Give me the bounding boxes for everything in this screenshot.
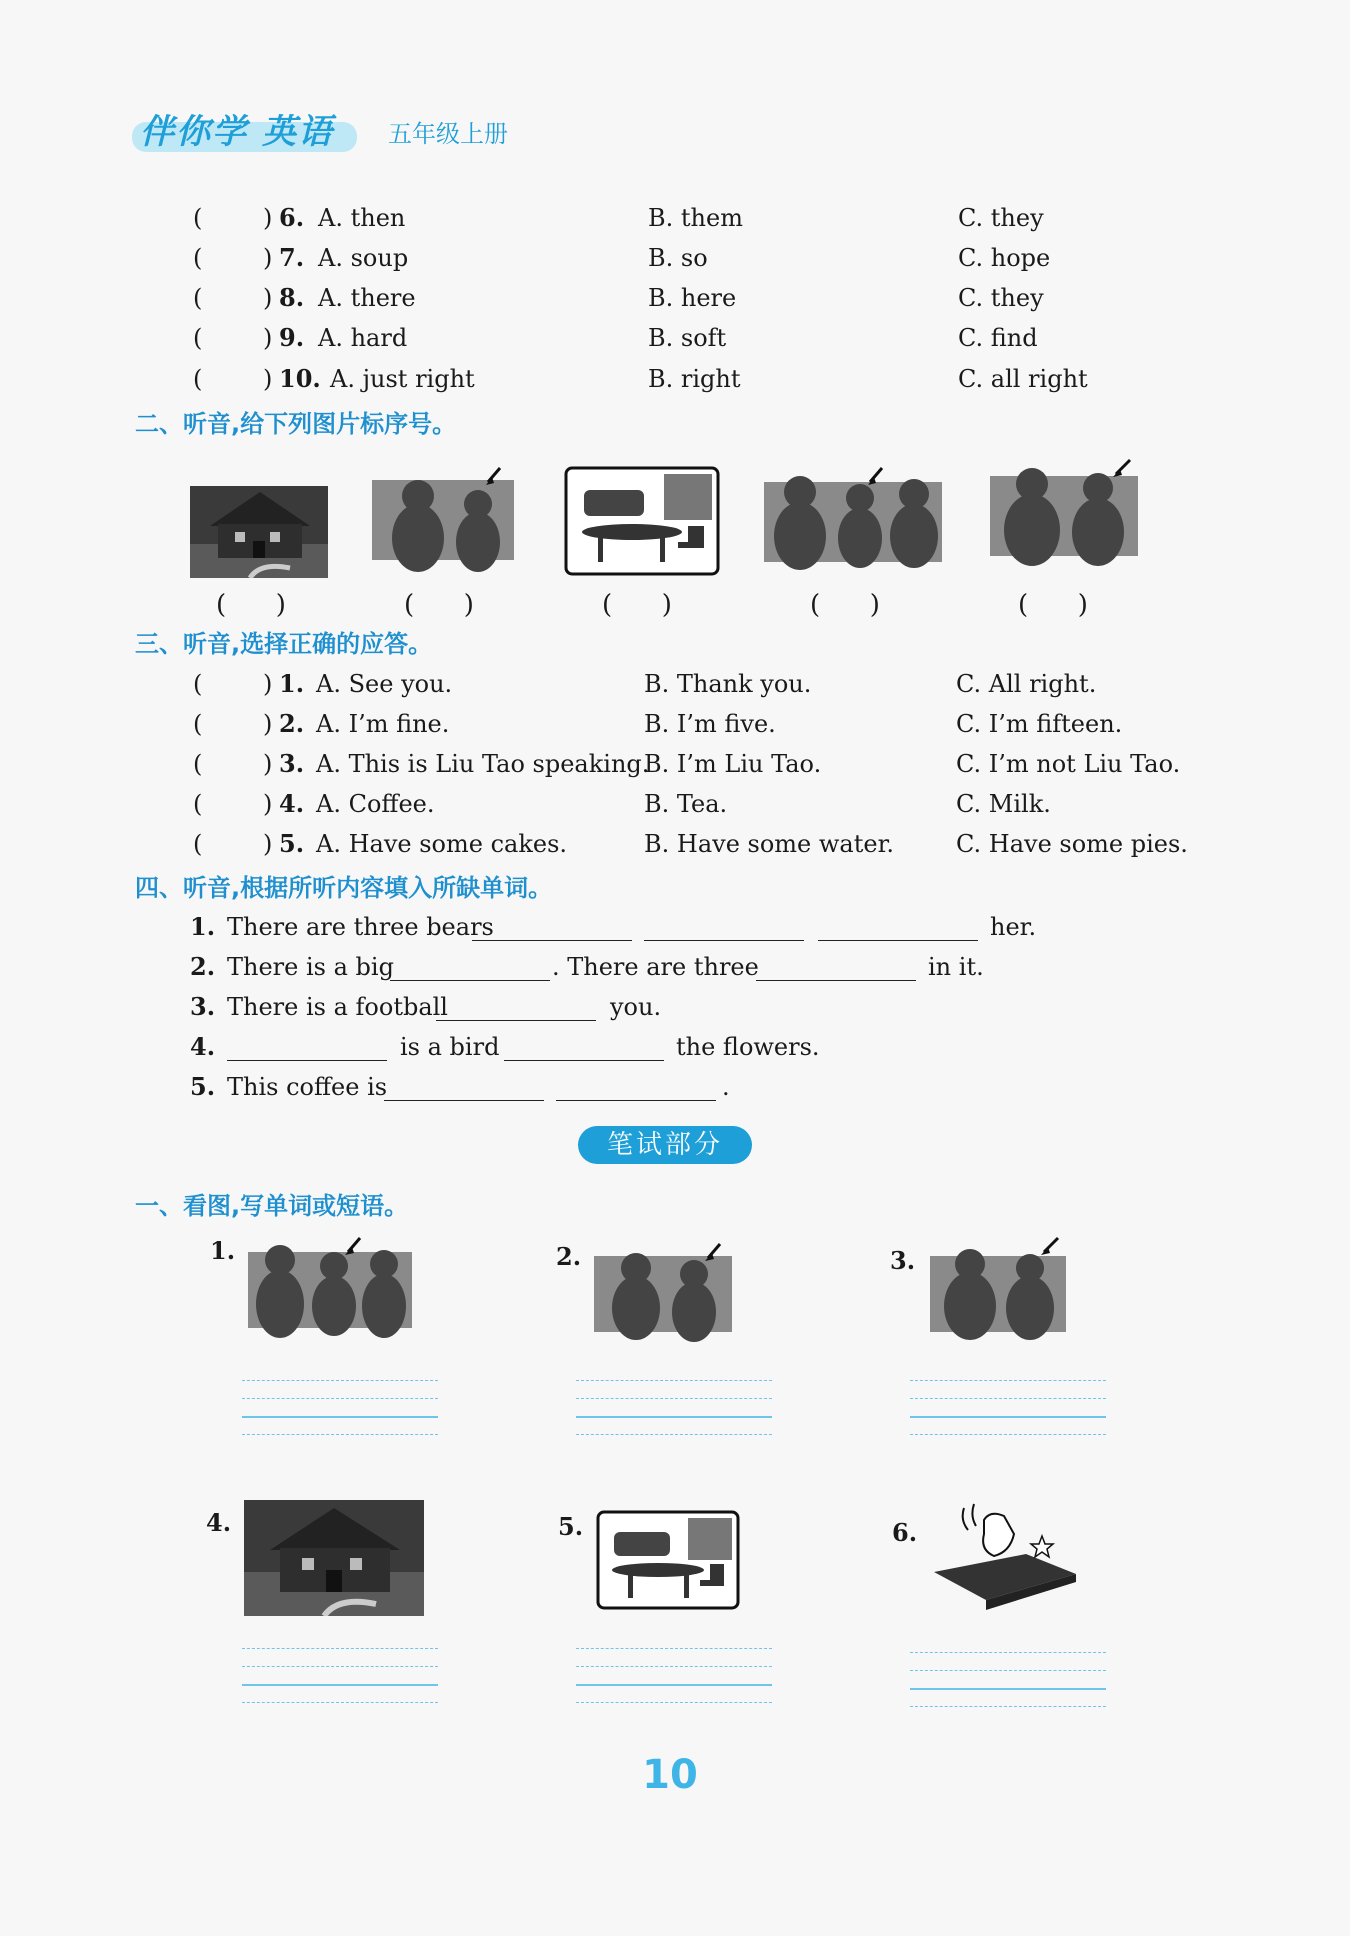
option-a: A. Have some cakes. — [316, 830, 568, 858]
question-number: 9. — [279, 323, 305, 352]
question-row: ( ) 7. A. soup B. so C. hope — [0, 240, 1350, 276]
writing-lines[interactable] — [576, 1380, 772, 1450]
option-a: A. soup — [318, 244, 409, 272]
question-number: 1. — [279, 669, 305, 698]
sentence-text: in it. — [928, 953, 984, 981]
answer-blank[interactable] — [227, 1032, 387, 1061]
sentence-text: is a bird — [400, 1033, 500, 1061]
sentence-text: you. — [610, 993, 662, 1021]
section-title: 四、听音,根据所听内容填入所缺单词。 — [135, 874, 553, 902]
option-b: B. here — [648, 284, 737, 312]
writing-lines[interactable] — [242, 1380, 438, 1450]
option-c: C. find — [958, 324, 1038, 352]
writing-lines[interactable] — [242, 1648, 438, 1718]
fill-in-sentence — [0, 948, 1350, 986]
option-a: A. hard — [318, 324, 408, 352]
page-number: 10 — [642, 1752, 698, 1798]
sentence-text: her. — [990, 913, 1037, 941]
section-title: 二、听音,给下列图片标序号。 — [135, 410, 457, 438]
question-row: ( ) 6. A. then B. them C. they — [0, 200, 1350, 236]
option-a: A. See you. — [316, 670, 453, 698]
answer-blank[interactable] — [756, 952, 916, 981]
writing-lines[interactable] — [910, 1652, 1106, 1722]
hand-knocking-picture — [930, 1500, 1076, 1612]
item-number: 1. — [210, 1236, 236, 1265]
option-c: C. All right. — [956, 670, 1097, 698]
question-row: ( ) 9. A. hard B. soft C. find — [0, 320, 1350, 356]
option-c: C. Have some pies. — [956, 830, 1188, 858]
question-number: 3. — [279, 749, 305, 778]
question-number: 8. — [279, 283, 305, 312]
question-row: ( ) 5. A. Have some cakes. B. Have some water. C. Have some pies. — [0, 826, 1350, 862]
question-number: 5. — [279, 829, 305, 858]
sentence-text: There are three bears — [227, 913, 494, 941]
question-number: 6. — [279, 203, 305, 232]
option-a: A. I’m fine. — [316, 710, 450, 738]
option-b: B. soft — [648, 324, 727, 352]
house-picture — [244, 1500, 424, 1616]
workbook-page: 伴你学 英语 五年级上册 ( ) 6. A. then B. them C. they ( ) 7. A. soup B. so C. hope ( ) 8. A. there B. here C. they ( ) 9. A. hard B. soft C. find ( ) 10. A. just right B. right C. all right 二、听音,给下列图片标序号。 ( ) ( ) ( ) ( ) ( ) 三、听音,选择正确的应答。 ( ) 1. A. See you. B. Thank you. C. All right. ( ) 2. A. I’m fine. B. I’m five. C. I’m fifteen. ( ) 3. A. This is Liu Tao speaking. B. I’m Liu Tao. C. I’m not Liu Tao. ( ) 4. A. Coffee. B. Tea. C. Milk. ( ) 5. A. Have some cakes. B. Have some water. C. Have some pies. 四、听音,根据所听内容填入所缺单词。 1. There are three bears her. 2. There is a big . There are three in it. 3. There is a football you. 4. is a bird the flowers. 5. This coffee is . 笔试部分 一、看图,写单词或短语。 1. 2. 3. 4. 5. 6. 10 — [0, 0, 1350, 1936]
option-b: B. them — [648, 204, 743, 232]
option-c: C. Milk. — [956, 790, 1051, 818]
three-bears-picture — [758, 458, 948, 578]
question-row: ( ) 1. A. See you. B. Thank you. C. All right. — [0, 666, 1350, 702]
option-c: C. I’m not Liu Tao. — [956, 750, 1181, 778]
option-b: B. Have some water. — [644, 830, 895, 858]
option-c: C. hope — [958, 244, 1051, 272]
writing-lines[interactable] — [576, 1648, 772, 1718]
answer-blank[interactable] — [390, 952, 550, 981]
sentence-number: 3. — [190, 992, 216, 1021]
sentence-text: This coffee is — [227, 1073, 388, 1101]
item-number: 4. — [206, 1508, 232, 1537]
answer-blank[interactable] — [436, 992, 596, 1021]
answer-blank[interactable] — [504, 1032, 664, 1061]
question-number: 2. — [279, 709, 305, 738]
answer-blank[interactable] — [384, 1072, 544, 1101]
option-a: A. then — [318, 204, 406, 232]
option-a: A. Coffee. — [316, 790, 435, 818]
option-b: B. I’m Liu Tao. — [644, 750, 822, 778]
option-a: A. just right — [330, 365, 475, 393]
fill-in-sentence — [0, 988, 1350, 1026]
sentence-text: There is a football — [227, 993, 448, 1021]
question-number: 7. — [279, 243, 305, 272]
option-c: C. I’m fifteen. — [956, 710, 1123, 738]
living-room-picture — [596, 1510, 740, 1610]
answer-blank[interactable] — [556, 1072, 716, 1101]
question-row: ( ) 3. A. This is Liu Tao speaking. B. I’m Liu Tao. C. I’m not Liu Tao. — [0, 746, 1350, 782]
two-bears-arrow-picture — [986, 452, 1142, 576]
question-number: 4. — [279, 789, 305, 818]
option-c: C. all right — [958, 365, 1088, 393]
book-grade: 五年级上册 — [388, 120, 508, 148]
writing-lines[interactable] — [910, 1380, 1106, 1450]
answer-blank[interactable] — [472, 912, 632, 941]
question-number: 10. — [279, 364, 321, 393]
question-row: ( ) 10. A. just right B. right C. all right — [0, 361, 1350, 397]
item-number: 5. — [558, 1512, 584, 1541]
option-a: A. This is Liu Tao speaking. — [316, 750, 650, 778]
sentence-text: . There are three — [552, 953, 759, 981]
three-bears-picture — [244, 1232, 416, 1344]
fill-in-sentence — [0, 1068, 1350, 1106]
sentence-number: 1. — [190, 912, 216, 941]
section-title: 一、看图,写单词或短语。 — [135, 1192, 409, 1220]
answer-blank[interactable] — [818, 912, 978, 941]
question-row: ( ) 4. A. Coffee. B. Tea. C. Milk. — [0, 786, 1350, 822]
option-b: B. I’m five. — [644, 710, 776, 738]
book-brand — [140, 104, 334, 152]
living-room-picture — [564, 466, 720, 576]
two-bears-picture — [368, 466, 518, 578]
sentence-number: 5. — [190, 1072, 216, 1101]
section-title: 三、听音,选择正确的应答。 — [135, 630, 433, 658]
item-number: 2. — [556, 1242, 582, 1271]
book-title: 伴你学 英语 — [140, 112, 334, 152]
answer-blank[interactable] — [644, 912, 804, 941]
item-number: 6. — [892, 1518, 918, 1547]
fill-in-sentence — [0, 1028, 1350, 1066]
two-bears-picture — [590, 1240, 736, 1344]
question-row: ( ) 8. A. there B. here C. they — [0, 280, 1350, 316]
written-section-badge: 笔试部分 — [578, 1126, 752, 1164]
fill-in-sentence — [0, 908, 1350, 946]
option-b: B. right — [648, 365, 741, 393]
sentence-text: the flowers. — [676, 1033, 820, 1061]
sentence-text: . — [722, 1073, 730, 1101]
sentence-text: There is a big — [227, 953, 394, 981]
sentence-number: 4. — [190, 1032, 216, 1061]
option-b: B. so — [648, 244, 708, 272]
option-b: B. Tea. — [644, 790, 728, 818]
two-bears-arrow-picture — [926, 1234, 1070, 1344]
option-c: C. they — [958, 204, 1044, 232]
option-b: B. Thank you. — [644, 670, 812, 698]
item-number: 3. — [890, 1246, 916, 1275]
question-row: ( ) 2. A. I’m fine. B. I’m five. C. I’m fifteen. — [0, 706, 1350, 742]
option-c: C. they — [958, 284, 1044, 312]
house-picture — [190, 486, 328, 578]
sentence-number: 2. — [190, 952, 216, 981]
option-a: A. there — [318, 284, 416, 312]
